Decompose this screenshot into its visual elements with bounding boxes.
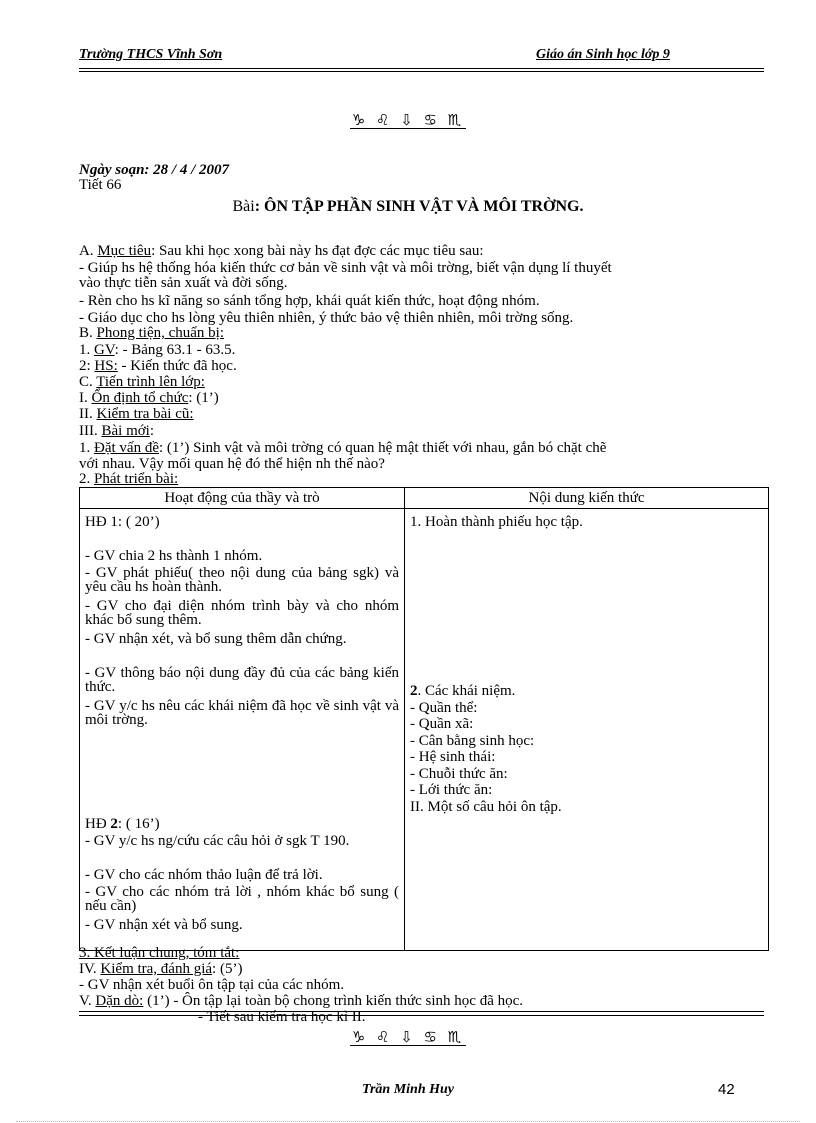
ornament-bottom: ♑ ♌ ⇩ ♋ ♏	[351, 1028, 465, 1046]
content-cell	[405, 509, 769, 951]
activity-2-step-2: - GV cho các nhóm thảo luận để trả lời.	[85, 867, 323, 883]
lesson-plan-table	[79, 487, 769, 951]
content-2-item-1: - Quần thể:	[410, 700, 478, 716]
ornament-top: ♑ ♌ ⇩ ♋ ♏	[351, 111, 465, 129]
objective-3: - Giáo dục cho hs lòng yêu thiên nhiên, ý thức bảo vệ thiên nhiên, môi trờng sống.	[79, 310, 574, 326]
activity-1-step-3: - GV cho đại diện nhóm trình bày và cho nhóm khác bổ sung thêm.	[85, 598, 399, 628]
content-2-heading: 2. Các khái niệm.	[410, 683, 516, 699]
lesson-number: Tiết 66	[79, 177, 122, 193]
activity-2-step-4: - GV nhận xét và bổ sung.	[85, 917, 243, 933]
activity-1-step-2: - GV phát phiếu( theo nội dung của bảng sgk) và yêu cầu hs hoàn thành.	[85, 565, 399, 595]
intro-line-b: với nhau. Vậy mối quan hệ đó thể hiện nh thế nào?	[79, 456, 385, 472]
header-school: Trường THCS Vĩnh Sơn	[79, 47, 223, 62]
means-students: 2: HS: - Kiến thức đã học.	[79, 358, 237, 374]
process-i: I. Ổn định tổ chức: (1’)	[79, 390, 219, 406]
column-header-content: Nội dung kiến thức	[405, 488, 769, 509]
process-ii: II. Kiểm tra bài cũ:	[79, 406, 194, 422]
column-header-activities: Hoạt động của thầy và trò	[80, 488, 405, 509]
intro-line-a: 1. Đặt vấn đề: (1’) Sinh vật và môi trờng có quan hệ mật thiết với nhau, gắn bó chặt chẽ	[79, 440, 607, 456]
content-2-item-5: - Chuỗi thức ăn:	[410, 766, 508, 782]
means-teacher: 1. GV: - Bảng 63.1 - 63.5.	[79, 342, 236, 358]
process-heading: C. Tiến trình lên lớp:	[79, 374, 205, 390]
development-heading: 2. Phát triển bài:	[79, 471, 179, 487]
content-3-heading: II. Một số câu hỏi ôn tập.	[410, 799, 562, 815]
activity-1-step-1: - GV chia 2 hs thành 1 nhóm.	[85, 548, 263, 564]
homework-item-2: - Tiết sau kiểm tra học kì II.	[198, 1009, 366, 1025]
homework-line: V. Dặn dò: (1’) - Ôn tập lại toàn bộ chong trình kiến thức sinh học đã học.	[79, 993, 524, 1009]
date-line: Ngày soạn: 28 / 4 / 2007	[79, 162, 229, 178]
content-1: 1. Hoàn thành phiếu học tập.	[410, 514, 583, 530]
header-subject: Giáo án Sinh học lớp 9	[536, 47, 670, 62]
content-2-item-6: - Lới thức ăn:	[410, 782, 493, 798]
footer-author: Trần Minh Huy	[361, 1082, 455, 1097]
activity-1-step-4: - GV nhận xét, và bổ sung thêm dẫn chứng.	[85, 631, 347, 647]
objective-2: - Rèn cho hs kĩ năng so sánh tổng hợp, khái quát kiến thức, hoạt động nhóm.	[79, 293, 540, 309]
objective-1a: - Giúp hs hệ thống hóa kiến thức cơ bản về sinh vật và môi trờng, biết vận dụng lí thuyết	[79, 260, 612, 276]
content-2-item-2: - Quần xã:	[410, 716, 474, 732]
activities-cell	[80, 509, 405, 951]
objective-1b: vào thực tiễn sản xuất và đời sống.	[79, 275, 288, 291]
activity-1-step-6: - GV y/c hs nêu các khái niệm đã học về sinh vật và môi trờng.	[85, 698, 399, 728]
activity-1-step-5: - GV thông báo nội dung đầy đủ của các bảng kiến thức.	[85, 665, 399, 695]
closing-rule	[79, 1011, 764, 1012]
activity-2-heading: HĐ 2: ( 16’)	[85, 816, 160, 832]
assessment-item: - GV nhận xét buổi ôn tập tại của các nhóm.	[79, 977, 345, 993]
means-heading: B. Phong tiện, chuẩn bị:	[79, 325, 225, 341]
activity-1-heading: HĐ 1: ( 20’)	[85, 514, 160, 530]
closing-rule-2	[79, 1015, 764, 1016]
footer-page-number: 42	[718, 1081, 735, 1098]
activity-2-step-1: - GV y/c hs ng/cứu các câu hỏi ở sgk T 190.	[85, 833, 350, 849]
page-edge	[16, 1121, 800, 1122]
content-2-item-3: - Cân bằng sinh học:	[410, 733, 535, 749]
header-rule	[79, 68, 764, 69]
assessment-heading: IV. Kiểm tra, đánh giá: (5’)	[79, 961, 243, 977]
header-rule-2	[79, 71, 764, 72]
content-2-item-4: - Hệ sinh thái:	[410, 749, 496, 765]
objectives-heading: A. Mục tiêu: Sau khi học xong bài này hs đạt đợc các mục tiêu sau:	[79, 243, 484, 259]
conclusion-heading: 3. Kết luận chung, tóm tắt:	[79, 945, 240, 961]
activity-2-step-3: - GV cho các nhóm trả lời , nhóm khác bổ sung ( nếu cần)	[85, 884, 399, 914]
process-iii: III. Bài mới:	[79, 423, 155, 439]
lesson-title: Bài: ÔN TẬP PHẦN SINH VẬT VÀ MÔI TRỜNG.	[232, 198, 584, 215]
